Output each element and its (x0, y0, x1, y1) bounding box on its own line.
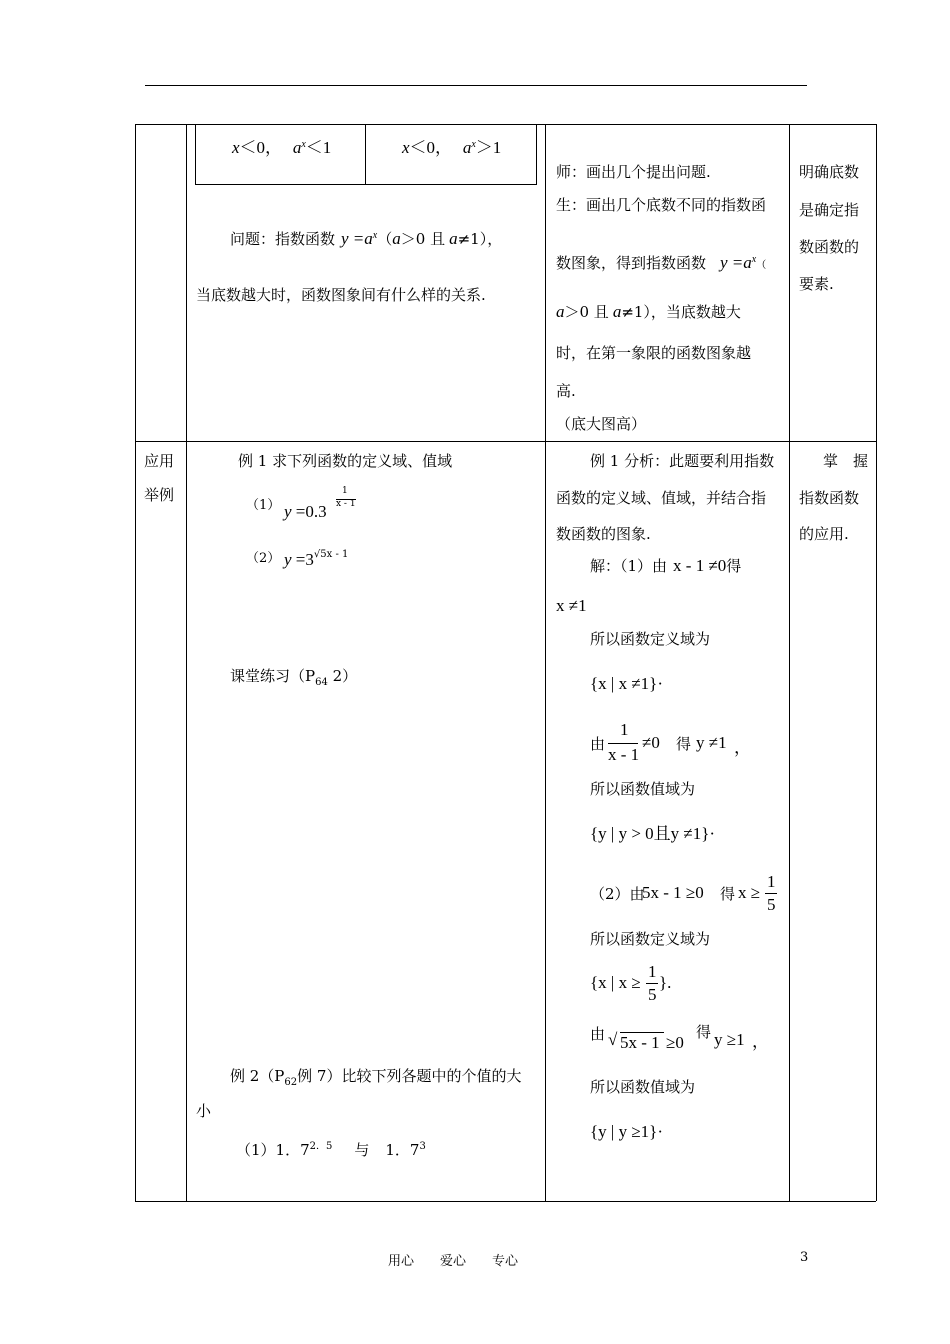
solution-line-7: {y | y > 0且y ≠1}· (590, 824, 716, 843)
student-line-6: （底大图高） (556, 415, 647, 433)
table-left-border (135, 124, 136, 1201)
example-2-item-1: （1）1．$7^{2.5}$ 与 1．$7^3$ (236, 1141, 426, 1159)
solution-line-11: 由 √ 5x - 1 ≥0 得 y ≥1 ， (590, 1023, 769, 1052)
analysis-line-1: 例 1 分析：此题要利用指数 (590, 452, 775, 470)
teacher-line: 师：画出几个提出问题. (556, 163, 711, 181)
table-col-divider-2 (545, 124, 546, 1201)
table-bottom-border (135, 1201, 876, 1202)
solution-line-9: 所以函数定义域为 (590, 930, 711, 948)
student-line-2: 数图象，得到指数函数 $y =a^x$（ (556, 253, 767, 272)
purpose-line-2: 是确定指 (799, 201, 860, 219)
purpose-line-3: 数函数的 (799, 238, 860, 256)
goal-line-3: 的应用. (799, 525, 849, 543)
section-label-line-2: 举例 (144, 486, 175, 504)
solution-line-12: 所以函数值域为 (590, 1078, 696, 1096)
inner-table-divider (365, 124, 366, 184)
table-col-divider-3 (789, 124, 790, 1201)
section-label-line-1: 应用 (144, 452, 175, 470)
formula-2: $y =3^{√5x - 1}$ (284, 548, 349, 569)
solution-line-5: 由 1 x - 1 ≠0 得 y ≠1 ， (590, 720, 751, 764)
goal-line-1: 掌 握 (823, 452, 869, 470)
student-line-5: 高. (556, 382, 576, 400)
example-2-title: 例 $2(P_{62}$例 7）比较下列各题中的个值的大 (230, 1067, 522, 1088)
classroom-practice: 课堂练习（$P_{64}$ 2） (230, 667, 358, 688)
table-right-border (876, 124, 877, 1201)
example-1-title: 例 1 求下列函数的定义域、值域 (238, 452, 453, 470)
inner-cell-2: x＜0， $a^x>1$ (402, 138, 502, 157)
table-col-divider-1 (186, 124, 187, 1201)
solution-line-13: {y | y ≥1}· (590, 1122, 663, 1141)
solution-line-6: 所以函数值域为 (590, 780, 696, 798)
solution-line-8: （2）由 5x - 1 ≥0 得 x ≥ 1 5 (590, 872, 776, 914)
page-number: 3 (800, 1250, 809, 1265)
solution-line-10: {x | x ≥ 1 5 }. (590, 962, 672, 1004)
goal-line-2: 指数函数 (799, 489, 860, 507)
question-line-1: 问题：指数函数 $y =a^x(a>0$ 且 a≠1）， (230, 229, 503, 248)
footer-motto: 用心 爱心 专心 (388, 1254, 519, 1269)
solution-line-1: 解：（1）由 x - 1 ≠0得 (590, 556, 742, 575)
inner-cell-1: x＜0， $a^x<1$ (232, 138, 332, 157)
example-2-title-cont: 小 (196, 1102, 212, 1120)
student-line-1: 生：画出几个底数不同的指数函 (556, 196, 767, 214)
analysis-line-3: 数函数的图象. (556, 525, 651, 543)
table-row-divider (135, 441, 876, 442)
solution-line-4: {x | x ≠1}· (590, 674, 663, 693)
header-rule (145, 85, 807, 86)
solution-line-2: x ≠1 (556, 596, 587, 615)
example-1-item-2: （2） (246, 551, 281, 566)
student-line-3: a＞0 且 a≠1），当底数越大 (556, 302, 741, 321)
example-1-item-1: （1） (246, 498, 281, 513)
question-line-2: 当底数越大时，函数图象间有什么样的关系. (196, 286, 486, 304)
solution-line-3: 所以函数定义域为 (590, 630, 711, 648)
analysis-line-2: 函数的定义域、值域，并结合指 (556, 489, 767, 507)
purpose-line-1: 明确底数 (799, 163, 860, 181)
purpose-line-4: 要素. (799, 275, 834, 293)
student-line-4: 时，在第一象限的函数图象越 (556, 344, 752, 362)
